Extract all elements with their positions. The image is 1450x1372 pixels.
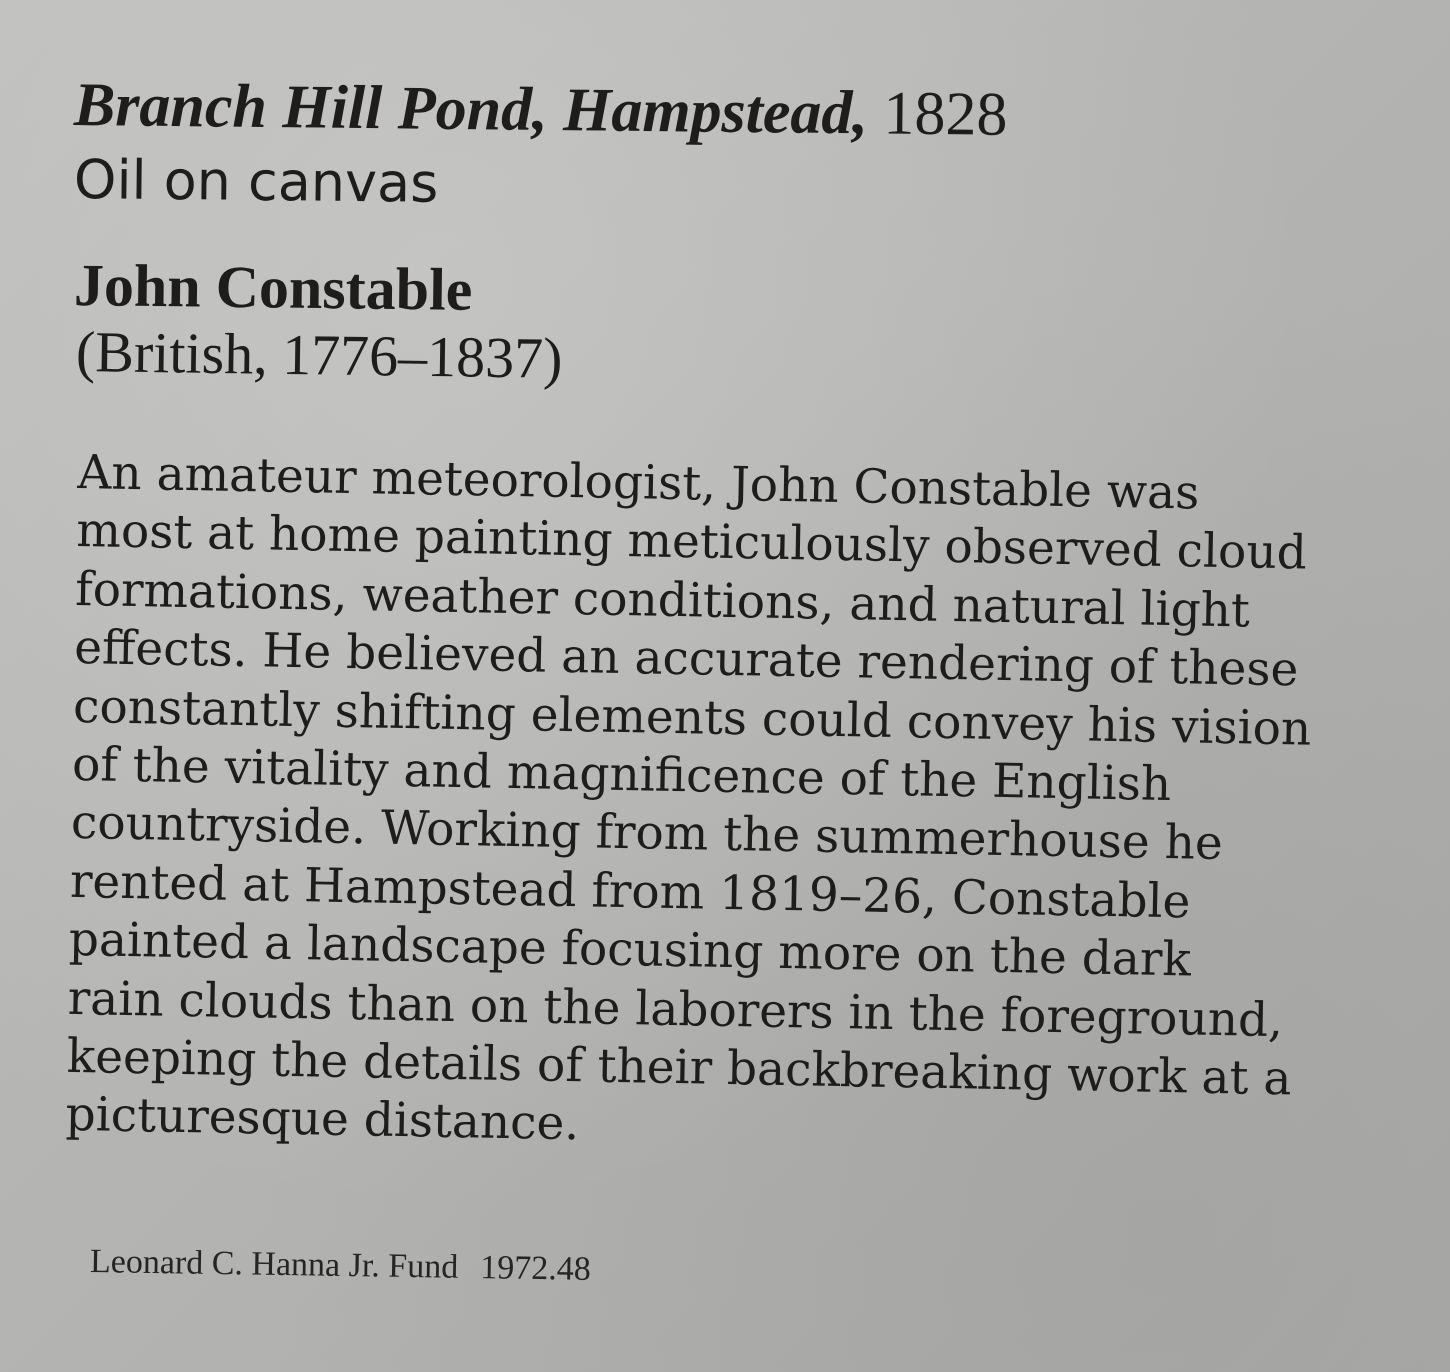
description-line: countryside. Working from the summerhouse he	[70, 795, 1224, 872]
artwork-title-line	[74, 70, 1008, 150]
artwork-year: 1828	[883, 79, 1008, 149]
description-line: rain clouds than on the laborers in the foreground,	[67, 970, 1284, 1048]
description-line: constantly shifting elements could convey his vision	[72, 678, 1312, 757]
artist-name: John Constable	[73, 252, 473, 323]
description-line: An amateur meteorologist, John Constable was	[76, 444, 1200, 521]
description-line: most at home painting meticulously observed cloud	[75, 503, 1308, 581]
description-line: effects. He believed an accurate rendering of these	[73, 620, 1299, 698]
description-line: of the vitality and magnificence of the English	[71, 736, 1172, 813]
artwork-title: Branch Hill Pond, Hampstead,	[73, 71, 869, 148]
description-line: painted a landscape focusing more on the dark	[68, 912, 1192, 988]
description-line: formations, weather conditions, and natural light	[74, 561, 1251, 639]
description-line: rented at Hampstead from 1819–26, Constable	[69, 853, 1191, 930]
credit-fund: Leonard C. Hanna Jr. Fund	[89, 1243, 459, 1286]
credit-line	[90, 1240, 591, 1292]
accession-number: 1972.48	[479, 1249, 592, 1288]
description-line: keeping the details of their backbreaking work at a	[66, 1028, 1292, 1107]
description-paragraph	[65, 444, 1408, 1169]
artwork-medium: Oil on canvas	[73, 148, 439, 215]
description-line: picturesque distance.	[65, 1087, 580, 1152]
artist-nationality-dates: (British, 1776–1837)	[75, 319, 563, 391]
